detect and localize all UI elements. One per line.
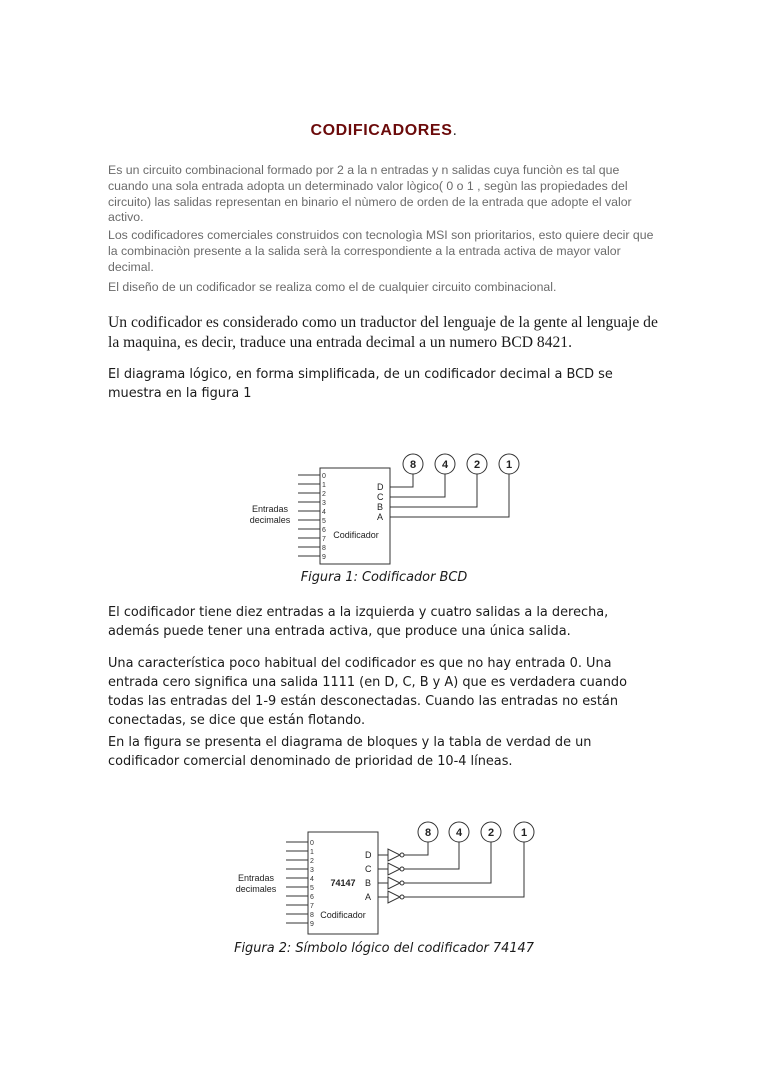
figure2-inputs-label-1: Entradas <box>237 873 275 883</box>
outputs-paragraph: El codificador tiene diez entradas a la izquierda y cuatro salidas a la derecha, además puede tener una entrada activa, que produce una única salida. <box>108 605 609 639</box>
svg-text:2: 2 <box>487 827 495 839</box>
figure1-input-lines <box>298 475 320 556</box>
svg-text:3: 3 <box>310 867 314 874</box>
svg-text:0: 0 <box>322 473 326 480</box>
figure2-inverters <box>378 849 404 903</box>
svg-text:7: 7 <box>310 903 314 910</box>
svg-text:C: C <box>365 864 372 874</box>
figure2-chip-label: 74147 <box>330 878 356 888</box>
figure1-output-labels <box>377 482 384 522</box>
translator-paragraph: Un codificador es considerado como un traductor del lenguaje de la gente al lenguaje de la maquina, es decir, traduce una entrada decimal a un numero BCD 8421. <box>108 314 658 351</box>
figure1-output-lines <box>390 474 509 517</box>
page-title <box>0 122 768 140</box>
svg-text:1: 1 <box>520 827 528 839</box>
svg-text:A: A <box>365 892 372 902</box>
intro-paragraph-design: El diseño de un codificador se realiza como el de cualquier circuito combinacional. <box>108 280 557 294</box>
svg-text:2: 2 <box>473 459 481 471</box>
svg-text:9: 9 <box>310 921 314 928</box>
svg-text:1: 1 <box>505 459 513 471</box>
svg-text:8: 8 <box>322 545 326 552</box>
svg-text:6: 6 <box>310 894 314 901</box>
figure2-block-label: Codificador <box>320 910 366 920</box>
svg-text:6: 6 <box>322 527 326 534</box>
svg-text:4: 4 <box>455 827 463 839</box>
figure1-inputs-label-2: decimales <box>249 515 291 525</box>
svg-text:7: 7 <box>322 536 326 543</box>
svg-text:2: 2 <box>322 491 326 498</box>
figure1-intro-paragraph: El diagrama lógico, en forma simplificada, de un codificador decimal a BCD se muestra en la figura 1 <box>108 367 613 401</box>
figure2-weight-circles <box>418 822 534 842</box>
figure1-inputs-label-1: Entradas <box>251 504 289 514</box>
figure2-intro-paragraph: En la figura se presenta el diagrama de bloques y la tabla de verdad de un codificador comercial denominado de prioridad de 10-4 líneas. <box>108 735 592 769</box>
figure1-weight-circles <box>403 454 519 474</box>
intro-paragraph-msi: Los codificadores comerciales construidos con tecnologìa MSI son prioritarios, esto quiere decir que la combinaciòn presente a la salida serà la correspondiente a la entrada activa de mayor valor decimal. <box>108 228 654 274</box>
figure1-diagram <box>236 450 536 572</box>
svg-text:8: 8 <box>409 459 417 471</box>
svg-text:C: C <box>377 492 384 502</box>
svg-text:4: 4 <box>310 876 314 883</box>
title-suffix: . <box>452 122 458 139</box>
svg-text:3: 3 <box>322 500 326 507</box>
figure2-diagram <box>226 815 546 940</box>
svg-text:D: D <box>365 850 372 860</box>
svg-text:A: A <box>377 512 384 522</box>
svg-text:4: 4 <box>322 509 326 516</box>
svg-text:8: 8 <box>424 827 432 839</box>
svg-text:5: 5 <box>322 518 326 525</box>
svg-text:1: 1 <box>322 482 326 489</box>
title-text: CODIFICADORES <box>310 122 453 139</box>
svg-text:0: 0 <box>310 840 314 847</box>
svg-text:1: 1 <box>310 849 314 856</box>
svg-text:8: 8 <box>310 912 314 919</box>
figure1-caption: Figura 1: Codificador BCD <box>300 570 468 585</box>
figure1-block-label: Codificador <box>333 530 379 540</box>
svg-text:5: 5 <box>310 885 314 892</box>
figure2-inputs-label-2: decimales <box>235 884 277 894</box>
svg-text:4: 4 <box>441 459 449 471</box>
svg-text:D: D <box>377 482 384 492</box>
figure2-output-lines <box>404 842 524 897</box>
svg-text:9: 9 <box>322 554 326 561</box>
svg-text:2: 2 <box>310 858 314 865</box>
figure2-input-lines <box>286 842 308 923</box>
intro-paragraph-definition: Es un circuito combinacional formado por 2 a la n entradas y n salidas cuya funciòn es tal que cuando una sola entrada adopta un determinado valor lògico( 0 o 1 , segùn las propiedades del circuito) las salidas representan en binario el nùmero de orden de la entrada que adopte el valor activo. <box>108 163 632 225</box>
svg-text:B: B <box>377 502 384 512</box>
figure2-caption: Figura 2: Símbolo lógico del codificador 74147 <box>234 941 534 956</box>
no-zero-input-paragraph: Una característica poco habitual del codificador es que no hay entrada 0. Una entrada cero significa una salida 1111 (en D, C, B y A) que es verdadera cuando todas las entradas del 1-9 están desconectadas. Cuando las entradas no están conectadas, se dice que están flotando. <box>108 656 627 728</box>
svg-text:B: B <box>365 878 372 888</box>
